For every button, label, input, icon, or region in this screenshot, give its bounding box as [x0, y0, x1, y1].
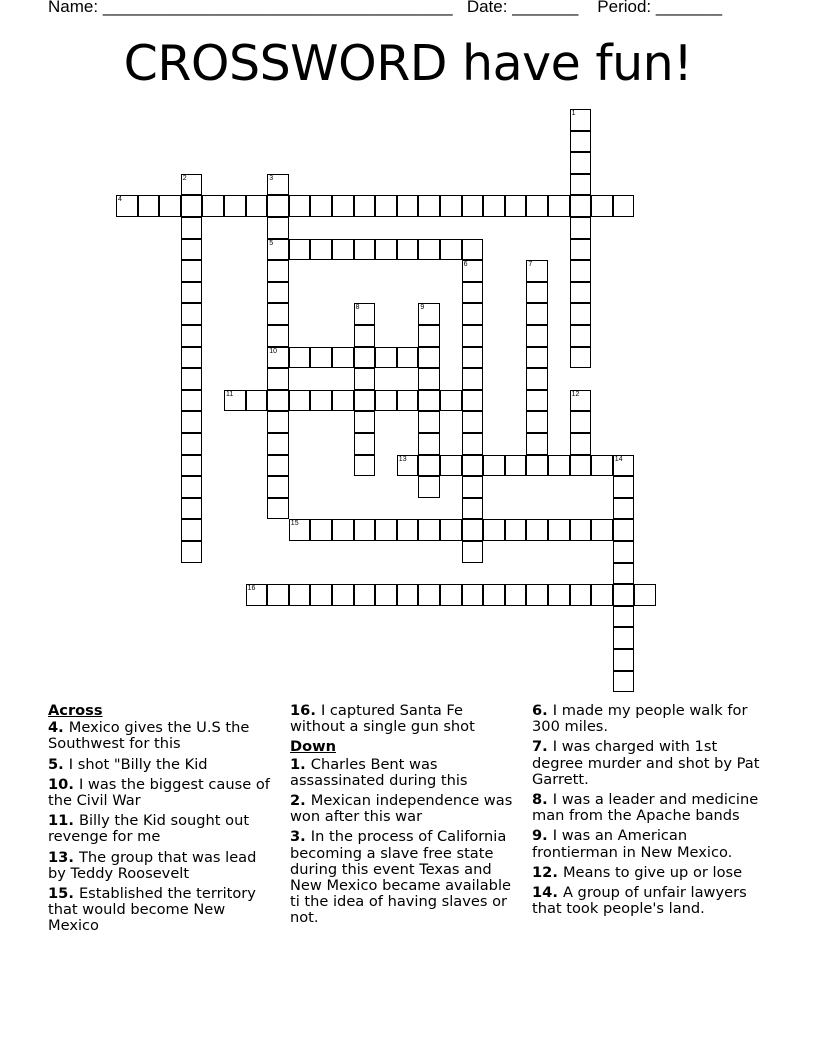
grid-cell[interactable]	[570, 347, 592, 369]
clue-item: 13. The group that was lead by Teddy Roosevelt	[48, 848, 257, 882]
grid-cell[interactable]	[181, 368, 203, 390]
grid-cell[interactable]	[267, 303, 289, 325]
grid-cell[interactable]	[267, 260, 289, 282]
grid-cell[interactable]	[354, 411, 376, 433]
grid-cell[interactable]	[397, 239, 419, 261]
clue-text: Mexico gives the U.S the Southwest for this	[48, 719, 250, 753]
clue-text: I was an American frontierman in New Mexico.	[532, 827, 733, 861]
clue-number: 11	[48, 812, 69, 830]
name-label: Name:	[48, 0, 99, 16]
clue-text: A group of unfair lawyers that took people's land.	[532, 884, 747, 918]
grid-cell[interactable]	[548, 455, 570, 477]
grid-cell[interactable]	[354, 584, 376, 606]
grid-cell[interactable]	[613, 541, 635, 563]
grid-cell[interactable]	[462, 411, 484, 433]
grid-cell[interactable]	[138, 195, 160, 217]
grid-cell[interactable]	[310, 195, 332, 217]
clue-number: 7	[532, 738, 543, 756]
grid-cell[interactable]	[397, 519, 419, 541]
clue-text: Billy the Kid sought out revenge for me	[48, 812, 250, 846]
grid-cell[interactable]	[570, 195, 592, 217]
clue-number-label: 12	[571, 390, 580, 398]
grid-cell[interactable]	[246, 390, 268, 412]
grid-cell[interactable]	[354, 325, 376, 347]
clue-text: I was a leader and medicine man from the Apache bands	[532, 791, 759, 825]
grid-cell[interactable]	[310, 584, 332, 606]
clue-number-label: 10	[269, 347, 277, 355]
grid-cell[interactable]	[354, 347, 376, 369]
grid-cell[interactable]	[181, 217, 203, 239]
clue-number: 10	[48, 775, 69, 793]
grid-cell[interactable]	[375, 519, 397, 541]
grid-cell[interactable]	[462, 390, 484, 412]
grid-cell[interactable]	[418, 455, 440, 477]
clue-number-label: 15	[290, 520, 299, 528]
clue-number: 15	[48, 885, 69, 903]
grid-cell[interactable]	[526, 433, 548, 455]
grid-cell[interactable]	[375, 239, 397, 261]
grid-cell[interactable]	[613, 584, 635, 606]
date-label: Date:	[466, 0, 508, 16]
grid-cell[interactable]	[354, 195, 376, 217]
grid-cell[interactable]	[181, 498, 203, 520]
grid-cell[interactable]	[526, 282, 548, 304]
grid-cell[interactable]	[267, 195, 289, 217]
grid-cell[interactable]	[397, 347, 419, 369]
clue-text: Established the territory that would become New Mexico	[48, 885, 256, 935]
grid-cell[interactable]	[526, 368, 548, 390]
grid-cell[interactable]	[440, 584, 462, 606]
clue-number-label: 11	[226, 390, 234, 398]
grid-cell[interactable]	[570, 325, 592, 347]
grid-cell[interactable]	[526, 411, 548, 433]
grid-cell[interactable]	[397, 390, 419, 412]
grid-cell[interactable]	[202, 195, 224, 217]
grid-cell[interactable]	[267, 433, 289, 455]
grid-cell[interactable]	[591, 584, 613, 606]
grid-cell[interactable]	[570, 455, 592, 477]
grid-cell[interactable]	[440, 390, 462, 412]
clue-column-3	[532, 703, 772, 921]
grid-cell[interactable]	[181, 282, 203, 304]
grid-cell[interactable]	[591, 519, 613, 541]
grid-cell[interactable]	[181, 239, 203, 261]
grid-cell[interactable]	[613, 519, 635, 541]
grid-cell[interactable]	[267, 455, 289, 477]
grid-cell[interactable]	[440, 455, 462, 477]
grid-cell[interactable]	[397, 584, 419, 606]
clue-number: 14	[532, 884, 553, 902]
grid-cell[interactable]	[570, 433, 592, 455]
grid-cell[interactable]	[246, 195, 268, 217]
grid-cell[interactable]	[462, 282, 484, 304]
grid-cell[interactable]	[418, 347, 440, 369]
clue-item: 2. Mexican independence was won after this war	[290, 792, 513, 826]
grid-cell[interactable]	[591, 195, 613, 217]
grid-cell[interactable]	[310, 347, 332, 369]
grid-cell[interactable]	[354, 433, 376, 455]
grid-cell[interactable]	[483, 519, 505, 541]
grid-cell[interactable]	[181, 303, 203, 325]
grid-cell[interactable]	[526, 325, 548, 347]
grid-cell[interactable]	[267, 325, 289, 347]
clue-number: 1	[290, 755, 301, 773]
grid-cell[interactable]	[570, 411, 592, 433]
grid-cell[interactable]	[181, 433, 203, 455]
grid-cell[interactable]	[267, 411, 289, 433]
grid-cell[interactable]	[570, 174, 592, 196]
grid-cell[interactable]	[181, 347, 203, 369]
clue-number: 9	[532, 827, 543, 845]
grid-cell[interactable]	[332, 390, 354, 412]
grid-cell[interactable]	[418, 325, 440, 347]
grid-cell[interactable]	[181, 411, 203, 433]
clue-text: I captured Santa Fe without a single gun shot	[290, 702, 475, 736]
grid-cell[interactable]	[332, 195, 354, 217]
grid-cell[interactable]	[570, 152, 592, 174]
down-heading: Down	[290, 738, 337, 756]
grid-cell[interactable]	[462, 368, 484, 390]
grid-cell[interactable]	[354, 519, 376, 541]
grid-cell[interactable]	[613, 476, 635, 498]
clue-text: I was charged with 1st degree murder and shot by Pat Garrett.	[532, 738, 760, 788]
clue-number-label: 1	[571, 110, 576, 117]
grid-cell[interactable]	[462, 347, 484, 369]
grid-cell[interactable]	[462, 195, 484, 217]
grid-cell[interactable]	[418, 433, 440, 455]
grid-cell[interactable]	[570, 239, 592, 261]
grid-cell[interactable]	[570, 217, 592, 239]
grid-cell[interactable]	[267, 584, 289, 606]
grid-cell[interactable]	[354, 390, 376, 412]
grid-cell[interactable]	[310, 239, 332, 261]
clue-number-label: 13	[398, 455, 407, 463]
clue-number: 13	[48, 848, 69, 866]
clue-text: Means to give up or lose	[562, 863, 743, 881]
grid-cell[interactable]	[505, 455, 527, 477]
clue-number-label: 6	[463, 261, 468, 269]
grid-cell[interactable]	[332, 239, 354, 261]
grid-cell[interactable]	[181, 541, 203, 563]
clue-number: 8	[532, 791, 543, 809]
grid-cell[interactable]	[526, 519, 548, 541]
grid-cell[interactable]	[418, 239, 440, 261]
clue-text: Charles Bent was assassinated during this	[290, 755, 468, 789]
grid-cell[interactable]	[289, 195, 311, 217]
clue-number-label: 9	[420, 304, 425, 312]
grid-cell[interactable]	[613, 563, 635, 585]
clue-number-label: 16	[247, 585, 256, 593]
grid-cell[interactable]	[613, 606, 635, 628]
clue-number-label: 14	[614, 455, 623, 463]
grid-cell[interactable]	[613, 195, 635, 217]
grid-cell[interactable]	[526, 390, 548, 412]
grid-cell[interactable]	[224, 195, 246, 217]
clue-item: 5. I shot "Billy the Kid	[48, 755, 208, 773]
clue-number: 6	[532, 702, 543, 719]
grid-cell[interactable]	[613, 498, 635, 520]
page-title: CROSSWORD have fun!	[123, 35, 693, 92]
clue-item: 8. I was a leader and medicine man from the Apache bands	[532, 791, 759, 825]
clue-item: 16. I captured Santa Fe without a single gun shot	[290, 702, 475, 736]
clue-number: 3	[290, 828, 301, 846]
grid-cell[interactable]	[526, 347, 548, 369]
grid-cell[interactable]	[505, 519, 527, 541]
grid-cell[interactable]	[526, 455, 548, 477]
grid-cell[interactable]	[332, 584, 354, 606]
clue-item: 1. Charles Bent was assassinated during this	[290, 755, 468, 789]
grid-cell[interactable]	[267, 282, 289, 304]
grid-cell[interactable]	[354, 455, 376, 477]
grid-cell[interactable]	[570, 282, 592, 304]
grid-cell[interactable]	[181, 260, 203, 282]
clue-number-label: 5	[269, 239, 274, 247]
grid-cell[interactable]	[397, 195, 419, 217]
clue-number-label: 4	[118, 196, 122, 204]
clue-column-1	[48, 703, 276, 939]
grid-cell[interactable]	[289, 584, 311, 606]
grid-cell[interactable]	[526, 195, 548, 217]
grid-cell[interactable]	[375, 347, 397, 369]
grid-cell[interactable]	[418, 476, 440, 498]
grid-cell[interactable]	[418, 519, 440, 541]
clue-text: I was the biggest cause of the Civil War	[48, 775, 270, 810]
clue-item: 6. I made my people walk for 300 miles.	[532, 702, 748, 736]
grid-cell[interactable]	[181, 455, 203, 477]
grid-cell[interactable]	[483, 455, 505, 477]
grid-cell[interactable]	[483, 195, 505, 217]
grid-cell[interactable]	[462, 541, 484, 563]
date-blank[interactable]: _______	[512, 0, 579, 16]
clue-number: 2	[290, 792, 301, 810]
grid-cell[interactable]	[548, 584, 570, 606]
clue-item: 11. Billy the Kid sought out revenge for me	[48, 812, 250, 846]
grid-cell[interactable]	[526, 584, 548, 606]
grid-cell[interactable]	[462, 433, 484, 455]
grid-cell[interactable]	[462, 303, 484, 325]
clue-number: 5	[48, 755, 59, 773]
grid-cell[interactable]	[440, 239, 462, 261]
student-info-line	[48, 0, 722, 17]
grid-cell[interactable]	[548, 195, 570, 217]
grid-cell[interactable]	[159, 195, 181, 217]
grid-cell[interactable]	[181, 476, 203, 498]
grid-cell[interactable]	[289, 390, 311, 412]
grid-cell[interactable]	[267, 498, 289, 520]
grid-cell[interactable]	[570, 584, 592, 606]
clue-number-label: 8	[355, 304, 360, 312]
grid-cell[interactable]	[310, 390, 332, 412]
grid-cell[interactable]	[267, 390, 289, 412]
clue-number-label: 3	[269, 174, 274, 182]
period-label: Period:	[597, 0, 652, 16]
clue-number-label: 2	[182, 174, 187, 182]
clue-item: 4. Mexico gives the U.S the Southwest for this	[48, 719, 250, 753]
clue-text: I made my people walk for 300 miles.	[532, 702, 748, 736]
grid-cell[interactable]	[526, 303, 548, 325]
grid-cell[interactable]	[462, 455, 484, 477]
grid-cell[interactable]	[505, 195, 527, 217]
grid-cell[interactable]	[267, 476, 289, 498]
clue-text: Mexican independence was won after this war	[290, 792, 513, 826]
period-blank[interactable]: _______	[655, 0, 723, 16]
grid-cell[interactable]	[332, 519, 354, 541]
grid-cell[interactable]	[591, 455, 613, 477]
grid-cell[interactable]	[634, 584, 656, 606]
grid-cell[interactable]	[548, 519, 570, 541]
grid-cell[interactable]	[181, 325, 203, 347]
name-blank[interactable]: _____________________________________	[102, 0, 453, 16]
clue-item: 7. I was charged with 1st degree murder and shot by Pat Garrett.	[532, 738, 760, 788]
grid-cell[interactable]	[570, 303, 592, 325]
clue-item: 9. I was an American frontierman in New Mexico.	[532, 827, 733, 861]
grid-cell[interactable]	[462, 476, 484, 498]
grid-cell[interactable]	[418, 368, 440, 390]
grid-cell[interactable]	[289, 347, 311, 369]
clue-item: 12. Means to give up or lose	[532, 863, 743, 881]
clue-text: The group that was lead by Teddy Roosevelt	[48, 848, 257, 882]
grid-cell[interactable]	[418, 195, 440, 217]
grid-cell[interactable]	[310, 519, 332, 541]
clue-number: 16	[290, 702, 311, 719]
clue-text: In the process of California becoming a slave free state during this event Texas and New Mexico became available ti the idea of having slaves or not.	[290, 828, 511, 927]
clue-item: 15. Established the territory that would become New Mexico	[48, 885, 256, 935]
grid-cell[interactable]	[418, 584, 440, 606]
grid-cell[interactable]	[375, 390, 397, 412]
grid-cell[interactable]	[354, 368, 376, 390]
grid-cell[interactable]	[375, 195, 397, 217]
grid-cell[interactable]	[418, 390, 440, 412]
grid-cell[interactable]	[462, 498, 484, 520]
clue-column-2	[290, 703, 518, 931]
grid-cell[interactable]	[462, 325, 484, 347]
grid-cell[interactable]	[570, 519, 592, 541]
clue-item: 3. In the process of California becoming a slave free state during this event Texas and New Mexico became available ti the idea of having slaves or not.	[290, 828, 511, 927]
clue-item: 10. I was the biggest cause of the Civil War	[48, 775, 270, 810]
grid-cell[interactable]	[462, 239, 484, 261]
grid-cell[interactable]	[181, 390, 203, 412]
grid-cell[interactable]	[483, 584, 505, 606]
grid-cell[interactable]	[332, 347, 354, 369]
grid-cell[interactable]	[462, 519, 484, 541]
clue-item: 14. A group of unfair lawyers that took people's land.	[532, 884, 747, 918]
grid-cell[interactable]	[375, 584, 397, 606]
grid-cell[interactable]	[570, 260, 592, 282]
grid-cell[interactable]	[289, 239, 311, 261]
clue-text: I shot "Billy the Kid	[68, 755, 208, 773]
grid-cell[interactable]	[462, 584, 484, 606]
grid-cell[interactable]	[267, 217, 289, 239]
grid-cell[interactable]	[181, 519, 203, 541]
grid-cell[interactable]	[418, 411, 440, 433]
grid-cell[interactable]	[440, 519, 462, 541]
across-heading: Across	[48, 702, 103, 719]
clue-number-label: 7	[528, 261, 533, 269]
grid-cell[interactable]	[440, 195, 462, 217]
grid-cell[interactable]	[613, 627, 635, 649]
grid-cell[interactable]	[613, 649, 635, 671]
grid-cell[interactable]	[505, 584, 527, 606]
grid-cell[interactable]	[267, 368, 289, 390]
clue-number: 4	[48, 719, 59, 737]
grid-cell[interactable]	[181, 195, 203, 217]
grid-cell[interactable]	[354, 239, 376, 261]
grid-cell[interactable]	[570, 131, 592, 153]
grid-cell[interactable]	[613, 671, 635, 693]
clue-number: 12	[532, 863, 553, 881]
